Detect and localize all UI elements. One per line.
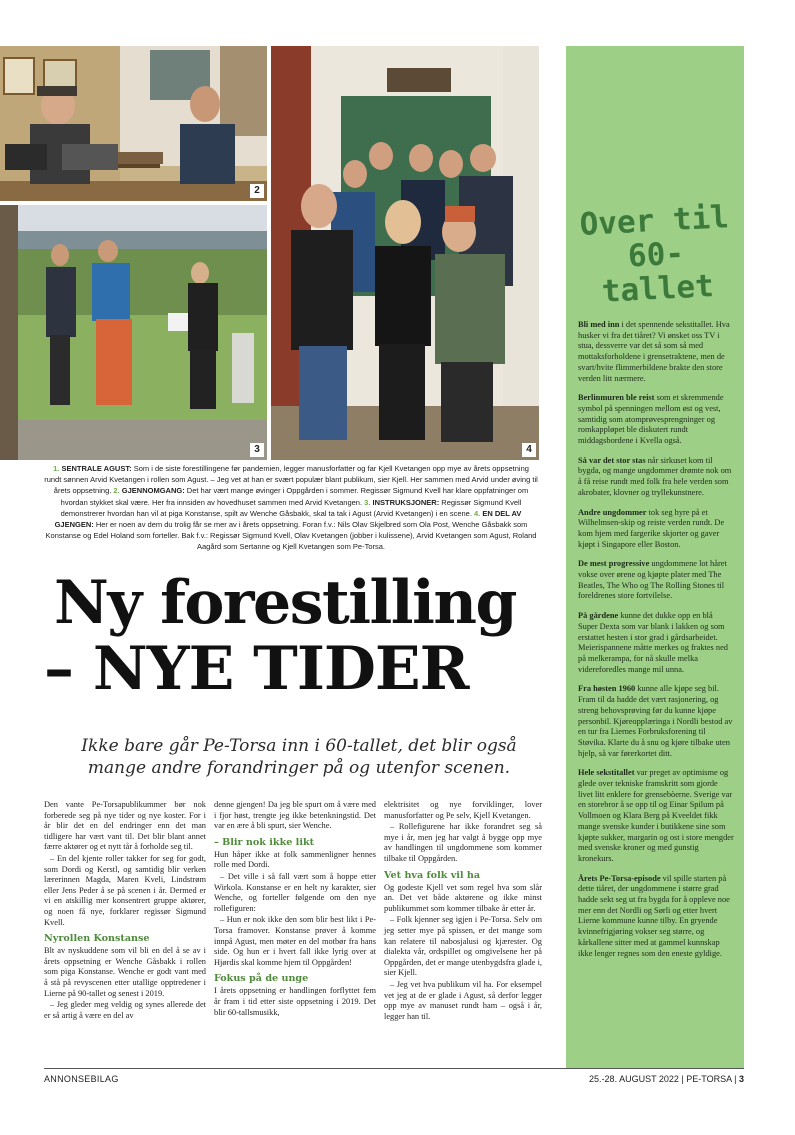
- sidebar-paragraph-text: tok seg hyre på et Wilhelmsen-skip og reiste verden rundt. De kom hjem med fargerike skjorter og gaver kjøpt i Singapore eller Boston.: [578, 507, 725, 549]
- caption-num-2: 2.: [113, 486, 120, 496]
- article-paragraph: – En del kjente roller takker for seg for godt, som Dordi og Kerstl, og samtidig blir verken lærerinnen Magda, Maren Kveli, Lindstrøm eller Jens Peder å se på scenen i år. Dermed er vi en atskillig mer konsentrert gruppe aktører, og noen få nye, forklarer regissør Sigmund Kvell.: [44, 853, 206, 927]
- photo-instructions-outdoor-image: [0, 205, 267, 460]
- article-subheading: Fokus på de unge: [214, 973, 309, 985]
- subheadline: Ikke bare går Pe-Torsa inn i 60-tallet, det blir også mange andre forandringer på og utenfor scenen.: [81, 736, 517, 778]
- caption-text-1: Som i de siste forestillingene før pandemien, legger manusforfatter og far Kjell Kvetangen opp mye av årets oppsetning rundt sønnen Arvid Kvetangen i rollen som Agust. – Jeg vet at han er svært populær blant publikum, sier Kjell. Her sammen med Arvid under øving til årets oppsetning.: [44, 464, 538, 496]
- article-paragraph: – Jeg gleder meg veldig og synes allerede det er så artig å være en del av: [44, 1000, 206, 1020]
- article-paragraph: Hun håper ikke at folk sammenligner hennes rolle med Dordi.: [214, 849, 376, 870]
- article-paragraph: – Jeg vet hva publikum vil ha. For eksempel vet jeg at de er glade i Agust, så derfor legger opp mye av manuset rundt ham – også i år, legger han til.: [384, 979, 542, 1021]
- sidebar-paragraph: [578, 684, 734, 759]
- sidebar-paragraph: [578, 320, 734, 384]
- sidebar-paragraph-text: i det spennende sekstitallet. Hva husker vi fra det tiåret? Vi ønsket oss TV i stua, dessverre var det så som så med mottaksforholdene i grensetraktene, men de svart/hvite flimmerbildene brakte den store verden litt nærmere.: [578, 320, 730, 383]
- caption-num-3: 3.: [364, 497, 371, 507]
- article-paragraph: – Hun er nok ikke den som blir best likt i Pe-Torsa framover. Konstanse prøver å komme innpå Agust, men møter en del motbør fra hans side. Og hun er i hvert fall ikke lyrig over at Hjørdis skal komme hjem til Oppgården!: [214, 915, 376, 967]
- caption-num-1: 1.: [53, 464, 60, 473]
- sidebar-paragraph-lead: Årets Pe-Torsa-episode: [578, 873, 661, 883]
- article-paragraph: elektrisitet og nye forviklinger, lover manusforfatter og Pe selv, Kjell Kvetangen.: [384, 800, 542, 820]
- caption-heading-2: GJENNOMGANG:: [121, 486, 185, 496]
- sidebar-paragraph: [578, 559, 734, 602]
- sidebar-paragraph: [578, 508, 734, 551]
- sidebar-paragraph: [578, 874, 734, 960]
- headline-line-2: – NYE TIDER: [44, 634, 469, 704]
- sidebar-paragraph-lead: Hele sekstitallet: [578, 768, 635, 778]
- article-paragraph: denne gjengen! Da jeg ble spurt om å være med i fjor høst, trengte jeg ikke betenkningstid. Det var en ære å bli spurt, sier Wenche.: [214, 800, 376, 831]
- article-paragraph: – Rollefigurene har ikke forandret seg så mye i år, men jeg har valgt å bygge opp mye av handlingen til ungdommene som kommer tilbake til Oppgården.: [384, 822, 542, 863]
- article-paragraph: Blt av nyskuddene som vil bli en del å se av i årets oppsetning er Wenche Gåsbakk i rollen som piga Konstanse. Wenche er godt vant med å stå på revyscenen etter utallige opptredener i Lierne på 90-tallet og senest i 2019.: [44, 946, 206, 998]
- sidebar-items: [578, 320, 734, 959]
- photo-number-badge: 3: [250, 443, 264, 457]
- caption-text-3: Regissør Sigmund Kvell demonstrerer hvordan han vil at piga Konstanse, spilt av Wenche Gåsbakk, skal ta tak i Agust (Arvid Kvetangen) i en scene.: [60, 497, 522, 518]
- photo-instructions-outdoor: [0, 205, 267, 460]
- caption-heading-3: INSTRUKSJONER:: [372, 497, 440, 507]
- sidebar-paragraph-lead: Andre ungdommer: [578, 507, 647, 517]
- photo-rehearsal-indoor: [0, 46, 267, 201]
- caption-num-4: 4.: [474, 508, 481, 518]
- article-paragraph: – Folk kjenner seg igjen i Pe-Torsa. Selv om jeg setter mye på spissen, er det mange som kan relatere til nabosjalusi og kjærester. Og dialekta vår, ordspillet og omgivelsene her på Oppgården, det er mange utenbygdsfra glade i, sier Kjell.: [384, 915, 542, 978]
- sidebar-paragraph: [578, 393, 734, 447]
- photo-group-cast-image: [271, 46, 539, 460]
- caption-text-4: Her er noen av dem du trolig får se mer av i årets oppsetning. Foran f.v.: Nils Olav Skjelbred som Ola Post, Wenche Gåsbakk som Konstanse og Edel Holand som forteller. Bak f.v.: Regissør Sigmund Kvell, Olav Kvetangen (jobber i kulissene), Arvid Kvetangen som Agust, Roland Aagård som Sertanne og Kjell Kvetangen som Pe-Torsa.: [45, 520, 537, 552]
- headline: [44, 570, 544, 702]
- caption-heading-1: SENTRALE AGUST:: [61, 464, 132, 473]
- footer-divider: [44, 1068, 744, 1069]
- sidebar-paragraph-lead: Så var det stor stas: [578, 455, 646, 465]
- photo-group-cast: [271, 46, 539, 460]
- sidebar-paragraph-lead: Bli med inn: [578, 320, 620, 329]
- sidebar-paragraph: [578, 456, 734, 499]
- article-paragraph: I årets oppsetning er handlingen forflyttet fem år fram i tid etter siste oppsetning i 2019. Det blir 60-tallsmusikk,: [214, 986, 376, 1017]
- article-column-1: [44, 800, 206, 1022]
- photo-rehearsal-indoor-image: [0, 46, 267, 201]
- photo-number-badge: 2: [250, 184, 264, 198]
- sidebar-paragraph: [578, 768, 734, 864]
- caption-text-2: Det har vært mange øvinger i Oppgården i sommer. Regissør Sigmund Kvell har klare oppfatninger om hvordan stykket skal være. Her fra innsiden av hovedhuset sammen med Arvid Kvetangen.: [60, 486, 529, 507]
- article-column-2: [214, 800, 376, 1019]
- caption-heading-4: EN DEL AV GJENGEN:: [54, 508, 522, 530]
- article-paragraph: Den vante Pe-Torsapublikummer bør nok forberede seg på nye tider og nye koster. For i år blir det en del endringer enn det man tidligere har vært vant til. Det blir blant annet færre aktører og et nytt tår å forholde seg til.: [44, 800, 206, 852]
- footer-date-and-page: [589, 1074, 744, 1084]
- sidebar-paragraph: [578, 611, 734, 675]
- article-paragraph: Og godeste Kjell vet som regel hva som slår an. Det vet både aktørene og ikke minst publikummet som kommer tilbake år etter år.: [384, 882, 542, 913]
- sidebar-paragraph-text: som et skremmende symbol på spenningen mellom øst og vest, samtidig som atomprøvesprengninger og romkappløpet ble diskutert rundt middagsbordene i Kvella også.: [578, 393, 724, 446]
- article-subheading: Vet hva folk vil ha: [384, 869, 481, 881]
- headline-line-1: Ny forestilling: [54, 568, 516, 638]
- article-subheading: – Blir nok ikke likt: [214, 836, 315, 848]
- sidebar-title: Over til 60-tallet: [578, 199, 730, 310]
- photo-caption: [44, 463, 538, 553]
- article-paragraph: – Det ville i så fall vært som å hoppe etter Wirkola. Konstanse er en helt ny karakter, sier Wenche, og forteller følgende om den nye rollefiguren:: [214, 871, 376, 913]
- sidebar-paragraph-text: ungdommene lot håret vokse over ørene og kjøpte plater med The Beatles, The Who og The Rolling Stones til foreldrenes store fortvilelse.: [578, 559, 727, 601]
- sidebar-factbox: [566, 46, 744, 1068]
- footer-section-label: ANNONSEBILAG: [44, 1074, 119, 1084]
- photo-number-badge: 4: [522, 443, 536, 457]
- article-column-3: [384, 800, 542, 1023]
- sidebar-paragraph-lead: Fra høsten 1960: [578, 684, 636, 694]
- sidebar-paragraph-text: kunne det dukke opp en blå Super Dexta som var blank i lakken og som erstattet hesten i stor grad i gårdsarbeidet. Meierispannene måtte merkes og fraktes ned på melkerampa, for nå skulle melka videreforedles mange mil unna.: [578, 611, 728, 674]
- sidebar-paragraph-lead: De mest progressive: [578, 559, 650, 569]
- article-subheading: Nyrollen Konstanse: [44, 933, 150, 945]
- sidebar-paragraph-text: vil spille starten på dette tiåret, der ungdommene i større grad hadde sekt seg ut fra bygda for å oppleve noe mer enn det Nordli og Sørli og etter hvert Lierne kommune kunne tilby. En gryende kvinnefrigjøring vokser seg større, og kårkallene sitter med at gammel kunnskap ikke lenger regnes som den eneste gyldige.: [578, 873, 730, 958]
- sidebar-paragraph-text: kunne alle kjøpe seg bil. Fram til da hadde det vært rasjonering, og streng behovsprøving før du kunne kjøpe personbil. Kjøreopplæringa i Nordli bestod av en tur fra Liernes Forbruksforening til Støvika. Klarte du å snu og kjøre tilbake uten hjelp, så var førerkortet ditt.: [578, 684, 733, 758]
- page-number: 3: [738, 1074, 744, 1084]
- sidebar-paragraph-lead: Berlinmuren ble reist: [578, 393, 655, 403]
- sidebar-paragraph-text: var preget av optimisme og glede over tekniske framskritt som gjorde livet litt enklere for grensebòerne. Sverige var en storebror å se opp til og Einar Spilum på Vollmoen og Klara Berg på Kveeldet fikk mange svenske kunder i butikkene sine som kjøpte sukker, margarin og ost i store mengder med svenske kroner og med gunstig kronekurs.: [578, 768, 734, 863]
- sidebar-paragraph-lead: På gårdene: [578, 611, 619, 621]
- footer-date: 25.-28. AUGUST 2022 | PE-TORSA |: [589, 1074, 737, 1084]
- sidebar-paragraph-text: når sirkuset kom til bygda, og mange ungdommer drømte nok om å få reise rundt med folk fra hele verden som akrobater, klovner og tryllekunstnere.: [578, 455, 732, 497]
